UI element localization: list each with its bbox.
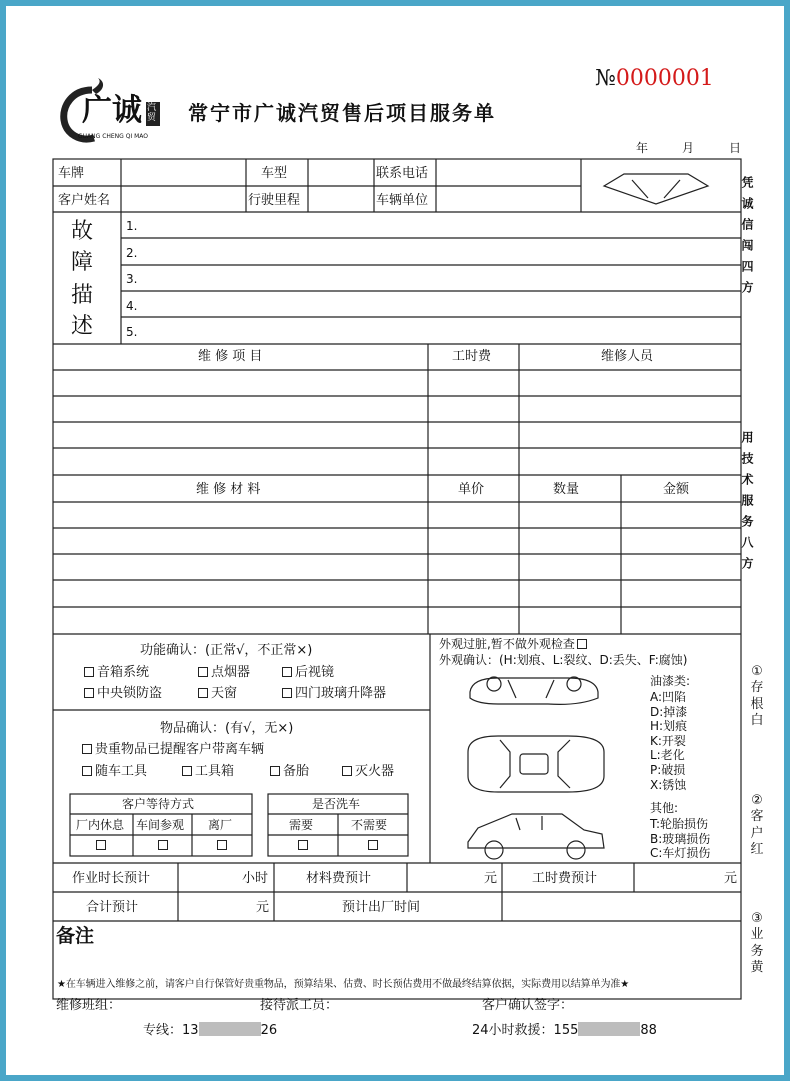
- checkbox[interactable]: [84, 688, 94, 698]
- wash-checkbox-2[interactable]: [368, 840, 378, 850]
- serial-prefix: №: [595, 66, 616, 91]
- goods-item-1[interactable]: 随车工具: [82, 765, 147, 778]
- fault-line-2: 2.: [126, 246, 138, 260]
- amount-header: 金额: [663, 482, 690, 497]
- fault-label-4: 述: [71, 314, 94, 339]
- fault-line-1: 1.: [126, 219, 138, 233]
- checkbox[interactable]: [182, 766, 192, 776]
- copy-red: [746, 793, 768, 858]
- func-title: 功能确认：(正常√，不正常×): [140, 643, 313, 658]
- hotline: 专线：13 26: [143, 1023, 278, 1038]
- func-item-5[interactable]: 天窗: [198, 687, 237, 700]
- checkbox[interactable]: [82, 766, 92, 776]
- other-b: B:玻璃损伤: [650, 831, 711, 846]
- copy-2-number: ②: [751, 793, 763, 808]
- labor-fee-label: 工时费预计: [532, 871, 598, 886]
- fault-line-4: 4.: [126, 299, 138, 313]
- fault-label-1: 故: [71, 219, 94, 244]
- phone-label: 联系电话: [376, 166, 429, 181]
- customer-sign-label: 客户确认签字：: [482, 998, 574, 1013]
- labor-yuan: 元: [724, 871, 738, 886]
- car-diagram: [458, 670, 610, 866]
- other-t: T:轮胎损伤: [650, 817, 709, 831]
- appearance-dirty[interactable]: 外观过脏,暂不做外观检查: [439, 638, 590, 650]
- hours-unit: 小时: [242, 871, 269, 886]
- paint-title: 油漆类:: [650, 674, 691, 688]
- service-form: [6, 6, 784, 1075]
- checkbox[interactable]: [282, 667, 292, 677]
- paint-l: L:老化: [650, 748, 685, 763]
- func-item-1[interactable]: 音箱系统: [84, 666, 149, 679]
- plate-label: 车牌: [58, 166, 85, 181]
- rescue-line: 24小时救援：155 88: [472, 1023, 657, 1038]
- logo-brand: 广诚: [82, 93, 142, 128]
- windshield-diagram: [596, 166, 716, 208]
- total-yuan: 元: [256, 900, 270, 915]
- fault-label-3: 描: [71, 283, 94, 308]
- remarks-notice: ★在车辆进入维修之前，请客户自行保管好贵重物品，预算结果、估费、时长预估费用不做最终结算依据，实际费用以结算单为准★: [57, 979, 630, 990]
- checkbox[interactable]: [198, 667, 208, 677]
- paint-h: H:划痕: [650, 719, 688, 734]
- wash-option-2: 不需要: [351, 818, 388, 832]
- wash-title: 是否洗车: [312, 797, 361, 811]
- copy-3-label: 业务黄: [750, 927, 764, 975]
- remarks-label: 备注: [56, 925, 95, 947]
- model-label: 车型: [261, 166, 288, 181]
- copy-white: [746, 664, 768, 729]
- checkbox[interactable]: [270, 766, 280, 776]
- dispatcher-label: 接待派工员：: [260, 998, 339, 1013]
- mileage-label: 行驶里程: [248, 193, 301, 208]
- logo-badge: 汽贸: [146, 102, 160, 126]
- goods-item-2[interactable]: 工具箱: [182, 765, 234, 778]
- func-item-6[interactable]: 四门玻璃升降器: [282, 687, 386, 700]
- copy-1-number: ①: [751, 664, 763, 679]
- logo-pinyin: GUANG CHENG QI MAO: [78, 133, 149, 140]
- wait-checkbox-1[interactable]: [96, 840, 106, 850]
- repair-item-header: 维 修 项 目: [198, 349, 263, 364]
- paint-legend: [650, 690, 687, 792]
- unit-price-header: 单价: [458, 482, 485, 497]
- copy-yellow: [746, 911, 768, 976]
- copy-2-label: 客户红: [750, 809, 764, 857]
- paint-k: K:开裂: [650, 733, 686, 748]
- date-day: 日: [729, 141, 742, 155]
- paint-a: A:凹陷: [650, 690, 687, 704]
- func-item-4[interactable]: 中央锁防盗: [84, 687, 162, 700]
- labor-fee-header: 工时费: [452, 349, 492, 364]
- fault-line-5: 5.: [126, 325, 138, 339]
- goods-note[interactable]: 贵重物品已提醒客户带离车辆: [82, 743, 264, 756]
- form-title: 常宁市广诚汽贸售后项目服务单: [188, 101, 496, 125]
- customer-label: 客户姓名: [58, 193, 111, 208]
- other-c: C:车灯损伤: [650, 846, 711, 861]
- paint-x: X:锈蚀: [650, 777, 687, 792]
- material-fee-label: 材料费预计: [306, 871, 372, 886]
- copy-1-label: 存根白: [750, 680, 764, 728]
- fault-label-2: 障: [71, 250, 94, 275]
- pickup-label: 预计出厂时间: [342, 900, 421, 915]
- wait-checkbox-3[interactable]: [217, 840, 227, 850]
- redacted-digits: [199, 1022, 261, 1036]
- date-month: 月: [682, 141, 695, 155]
- side-slogan-1: 凭诚信闯四方: [740, 176, 754, 302]
- goods-item-3[interactable]: 备胎: [270, 765, 309, 778]
- wait-option-2: 车间参观: [136, 818, 185, 832]
- checkbox[interactable]: [198, 688, 208, 698]
- hours-label: 作业时长预计: [72, 871, 151, 886]
- func-item-2[interactable]: 点烟器: [198, 666, 250, 679]
- qty-header: 数量: [553, 482, 580, 497]
- total-label: 合计预计: [86, 900, 139, 915]
- checkbox[interactable]: [282, 688, 292, 698]
- serial-number: 0000001: [615, 66, 714, 91]
- wait-option-3: 离厂: [208, 818, 233, 832]
- wait-option-1: 厂内休息: [76, 818, 125, 832]
- other-legend: [650, 817, 710, 861]
- redacted-digits: [578, 1022, 640, 1036]
- unit-label: 车辆单位: [376, 193, 429, 208]
- fault-line-3: 3.: [126, 272, 138, 286]
- checkbox[interactable]: [342, 766, 352, 776]
- checkbox[interactable]: [577, 639, 587, 649]
- paint-d: D:掉漆: [650, 704, 688, 719]
- materials-header: 维 修 材 料: [196, 482, 261, 497]
- goods-item-4[interactable]: 灭火器: [342, 765, 394, 778]
- checkbox[interactable]: [82, 744, 92, 754]
- wait-title: 客户等待方式: [122, 797, 195, 811]
- wash-checkbox-1[interactable]: [298, 840, 308, 850]
- goods-title: 物品确认：(有√，无×): [160, 721, 294, 736]
- copy-3-number: ③: [751, 911, 763, 926]
- func-item-3[interactable]: 后视镜: [282, 666, 334, 679]
- team-label: 维修班组：: [56, 998, 122, 1013]
- wait-checkbox-2[interactable]: [158, 840, 168, 850]
- other-title: 其他:: [650, 801, 679, 815]
- side-slogan-2: 用技术服务八方: [740, 431, 754, 578]
- appearance-confirm: 外观确认：(H:划痕、L:裂纹、D:丢失、F:腐蚀): [439, 653, 688, 667]
- material-yuan: 元: [484, 871, 498, 886]
- wash-option-1: 需要: [289, 818, 314, 832]
- paint-p: P:破损: [650, 762, 686, 777]
- date-year: 年: [636, 141, 649, 155]
- staff-header: 维修人员: [601, 349, 654, 364]
- checkbox[interactable]: [84, 667, 94, 677]
